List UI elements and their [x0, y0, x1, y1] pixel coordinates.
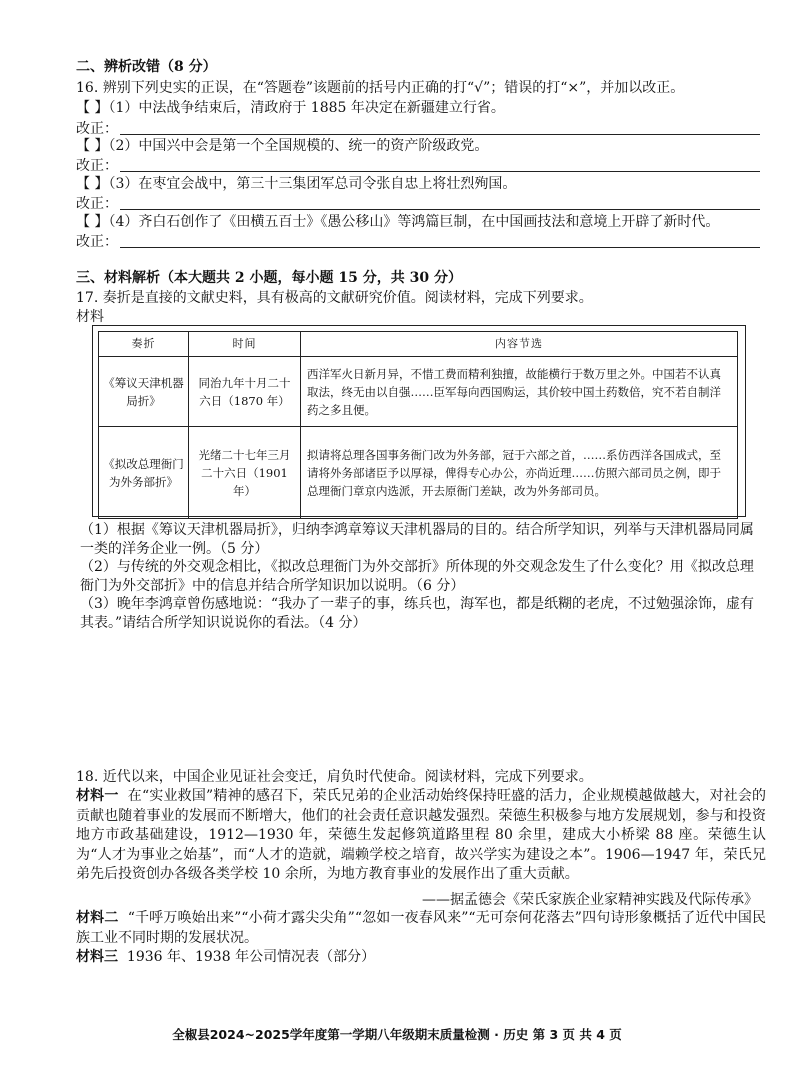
column-header: 内容节选 — [301, 332, 738, 357]
fix-line — [120, 247, 760, 248]
answer-bracket: 【 】 — [76, 176, 109, 192]
column-header: 时间 — [189, 332, 301, 357]
table-row — [99, 357, 738, 427]
q17-question-2: （2）与传统的外交观念相比，《拟改总理衙门为外交部折》所体现的外交观念发生了什么变化？用《拟改总理衙门为外交部折》中的信息并结合所学知识加以说明。（6 分） — [80, 559, 754, 594]
memorial-content: 拟请将总理各国事务衙门改为外务部，冠于六部之首，……系仿西洋各国成式，至请将外务部诸臣予以厚禄，俾得专心办公，亦尚近理……仿照六部司员之例，即于总理衙门章京内选派，开去原衙门差缺，改为外务部司员。 — [301, 427, 738, 519]
material-1-text: 在“实业救国”精神的感召下，荣氏兄弟的企业活动始终保持旺盛的活力，企业规模越做越大，对社会的贡献也随着事业的发展而不断增大，他们的社会责任意识越发强烈。荣德生积极参与地方发展规划，参与和投资地方市政基础建设，1912—1930 年，荣德生发起修筑道路里程 80 余里，建成大小桥梁 88 座。荣德生认为“人才为事业之始基”，而“人才的造就，端赖学校之培育，故兴学实为建设之本”。1906—1947 年，荣氏兄弟先后投资创办各级各类学校 10 余所，为地方教育事业的发展作出了重大贡献。 — [76, 788, 767, 882]
q16-item-4 — [76, 213, 719, 231]
memorial-title: 《筹议天津机器局折》 — [99, 357, 189, 427]
fix-label: 改正： — [76, 234, 118, 250]
page-footer: 全椒县2024~2025学年度第一学期八年级期末质量检测 · 历史 第 3 页 共 4 页 — [172, 1027, 622, 1042]
fix-label: 改正： — [76, 196, 118, 212]
material-3-text: 1936 年、1938 年公司情况表（部分） — [126, 949, 376, 965]
material-label: 材料 — [76, 309, 104, 325]
memorial-time: 同治九年十月二十六日（1870 年） — [189, 357, 301, 427]
answer-bracket: 【 】 — [76, 138, 109, 154]
material-2-text: “千呼万唤始出来”“小荷才露尖尖角”“忽如一夜春风来”“无可奈何花落去”四句诗形象概括了近代中国民族工业不同时期的发展状况。 — [76, 910, 767, 946]
answer-bracket: 【 】 — [76, 214, 109, 230]
q17-intro: 17. 奏折是直接的文献史料，具有极高的文献研究价值。阅读材料，完成下列要求。 — [76, 290, 593, 306]
q16-item-1 — [76, 99, 505, 117]
fix-line — [120, 171, 760, 172]
memorial-title: 《拟改总理衙门为外务部折》 — [99, 427, 189, 519]
q16-item-2 — [76, 137, 488, 155]
item-text: （3）在枣宜会战中，第三十三集团军总司令张自忠上将壮烈殉国。 — [108, 176, 517, 192]
material-1-source: ——据孟德会《荣氏家族企业家精神实践及代际传承》 — [422, 892, 758, 908]
q18-intro: 18. 近代以来，中国企业见证社会变迁，肩负时代使命。阅读材料，完成下列要求。 — [76, 769, 593, 785]
column-header: 奏折 — [99, 332, 189, 357]
section3-heading: 三、材料解析（本大题共 2 小题，每小题 15 分，共 30 分） — [76, 270, 462, 286]
material-1 — [76, 787, 766, 885]
q17-question-3: （3）晚年李鸿章曾伤感地说：“我办了一辈子的事，练兵也，海军也，都是纸糊的老虎，不过勉强涂饰，虚有其表。”请结合所学知识说说你的看法。（4 分） — [80, 596, 755, 631]
q16-item-3 — [76, 175, 516, 193]
q16-intro: 16. 辨别下列史实的正误，在“答题卷”该题前的括号内正确的打“√”；错误的打“×”，并加以改正。 — [76, 80, 685, 96]
material-3 — [76, 948, 766, 968]
item-text: （1）中法战争结束后，清政府于 1885 年决定在新疆建立行省。 — [108, 100, 505, 116]
material-2-label: 材料二 — [76, 910, 119, 926]
fix-line — [120, 209, 760, 210]
item-text: （4）齐白石创作了《田横五百士》《愚公移山》等鸿篇巨制，在中国画技法和意境上开辟了新时代。 — [108, 214, 720, 230]
table-row — [99, 427, 738, 519]
memorial-content: 西洋军火日新月异，不惜工费而精利独擅，故能横行于数万里之外。中国若不认真取法，终无由以自强……臣军每向西国购运，其价较中国土药数倍，究不若自制洋药之多且便。 — [301, 357, 738, 427]
fix-label: 改正： — [76, 121, 118, 137]
memorial-time: 光绪二十七年三月二十六日（1901 年） — [189, 427, 301, 519]
item-text: （2）中国兴中会是第一个全国规模的、统一的资产阶级政党。 — [108, 138, 489, 154]
answer-bracket: 【 】 — [76, 100, 109, 116]
fix-line — [120, 134, 760, 135]
material-2 — [76, 909, 766, 948]
material-3-label: 材料三 — [76, 949, 118, 965]
material-1-label: 材料一 — [76, 788, 119, 804]
section2-heading: 二、辨析改错（8 分） — [76, 59, 217, 75]
memorial-table — [98, 331, 738, 519]
fix-label: 改正： — [76, 158, 118, 174]
table-header-row — [99, 332, 738, 357]
q17-question-1: （1）根据《筹议天津机器局折》，归纳李鸿章筹议天津机器局的目的。结合所学知识，列举与天津机器局同属一类的洋务企业一例。（5 分） — [80, 522, 754, 557]
